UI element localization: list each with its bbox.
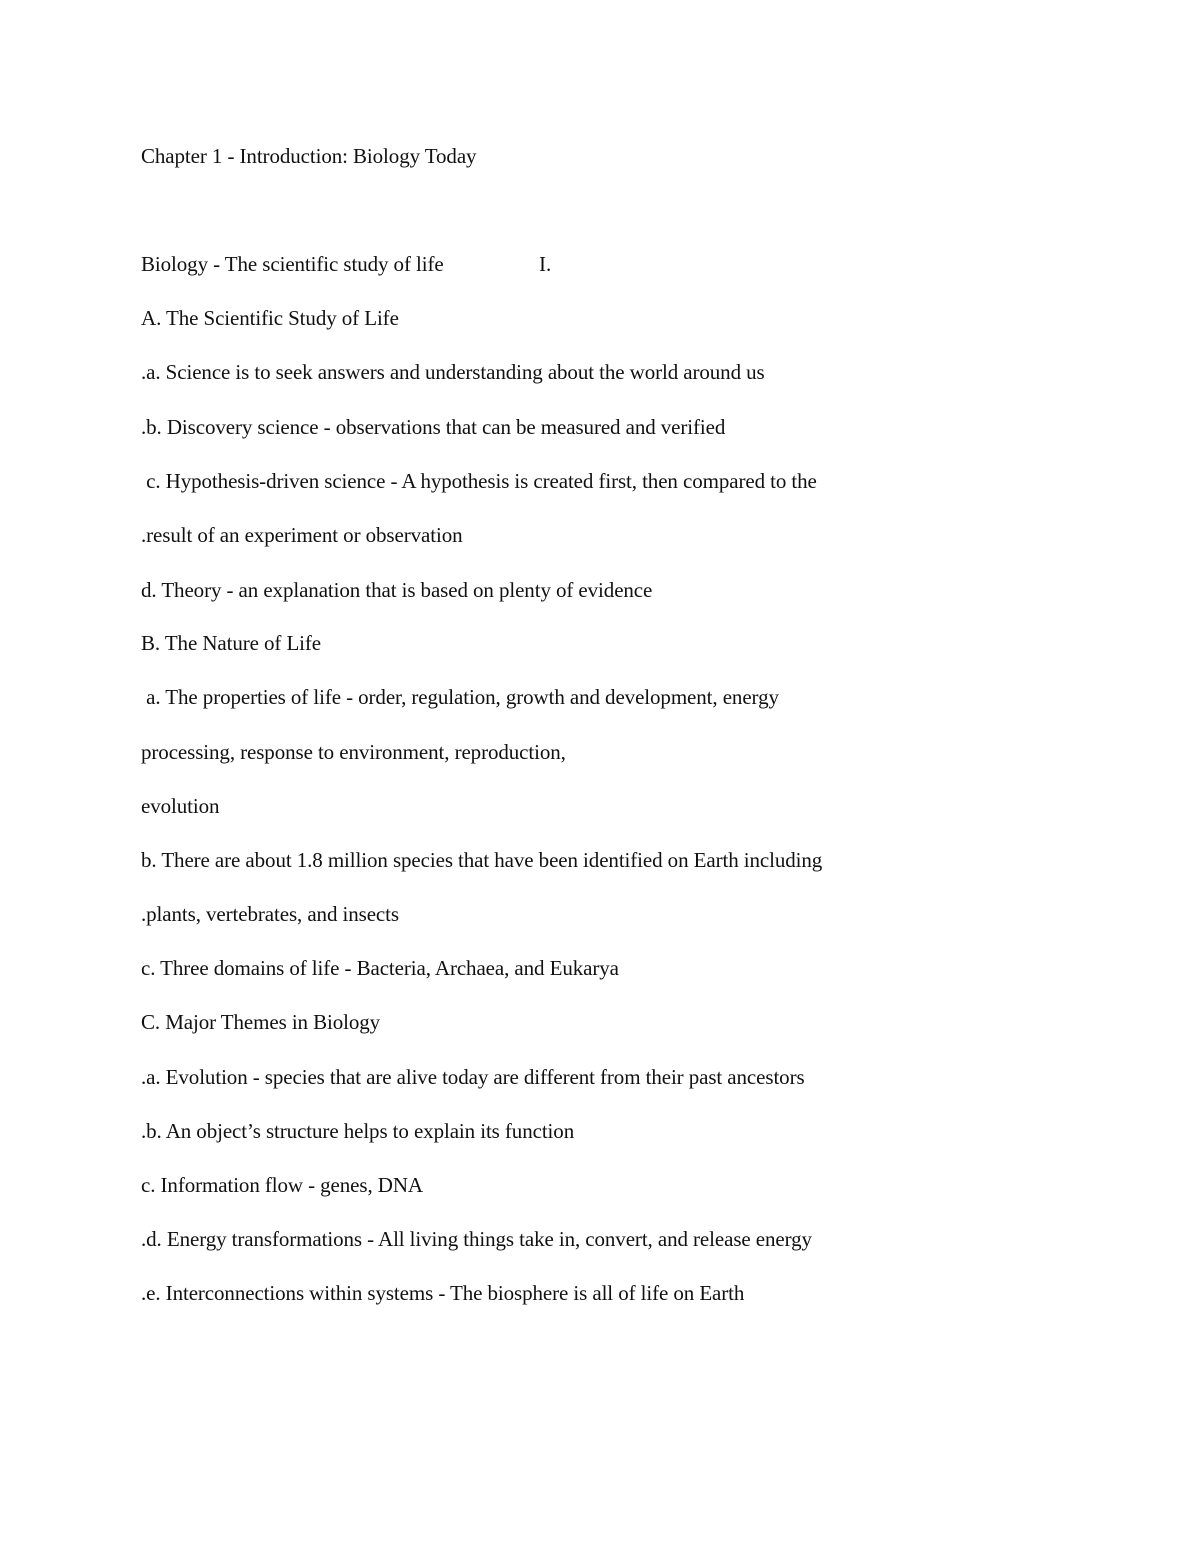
page-title: Chapter 1 - Introduction: Biology Today xyxy=(141,144,477,168)
roman-numeral: I. xyxy=(539,252,552,276)
list-item: d. Theory - an explanation that is based on plenty of evidence xyxy=(141,578,653,602)
list-item: a. The properties of life - order, regulation, growth and development, energy xyxy=(141,685,779,709)
section-heading-c: C. Major Themes in Biology xyxy=(141,1010,381,1034)
list-item: c. Information flow - genes, DNA xyxy=(141,1173,423,1197)
list-item: c. Three domains of life - Bacteria, Archaea, and Eukarya xyxy=(141,956,619,980)
list-item: .a. Evolution - species that are alive today are different from their past ancestors xyxy=(141,1065,805,1089)
definition-line: Biology - The scientific study of life xyxy=(141,252,444,276)
list-item: .d. Energy transformations - All living things take in, convert, and release energy xyxy=(141,1227,812,1251)
list-item-continuation: processing, response to environment, reproduction, xyxy=(141,740,566,764)
list-item: b. There are about 1.8 million species that have been identified on Earth including xyxy=(141,848,823,872)
list-item: .b. An object’s structure helps to explain its function xyxy=(141,1119,575,1143)
list-item-continuation: .plants, vertebrates, and insects xyxy=(141,902,399,926)
section-heading-a: A. The Scientific Study of Life xyxy=(141,306,399,330)
list-item-continuation: .result of an experiment or observation xyxy=(141,523,463,547)
list-item: c. Hypothesis-driven science - A hypothesis is created first, then compared to the xyxy=(141,469,817,493)
section-heading-b: B. The Nature of Life xyxy=(141,631,322,655)
list-item: .e. Interconnections within systems - The biosphere is all of life on Earth xyxy=(141,1281,745,1305)
list-item-continuation: evolution xyxy=(141,794,220,818)
list-item: .a. Science is to seek answers and understanding about the world around us xyxy=(141,360,765,384)
list-item: .b. Discovery science - observations that can be measured and verified xyxy=(141,415,726,439)
